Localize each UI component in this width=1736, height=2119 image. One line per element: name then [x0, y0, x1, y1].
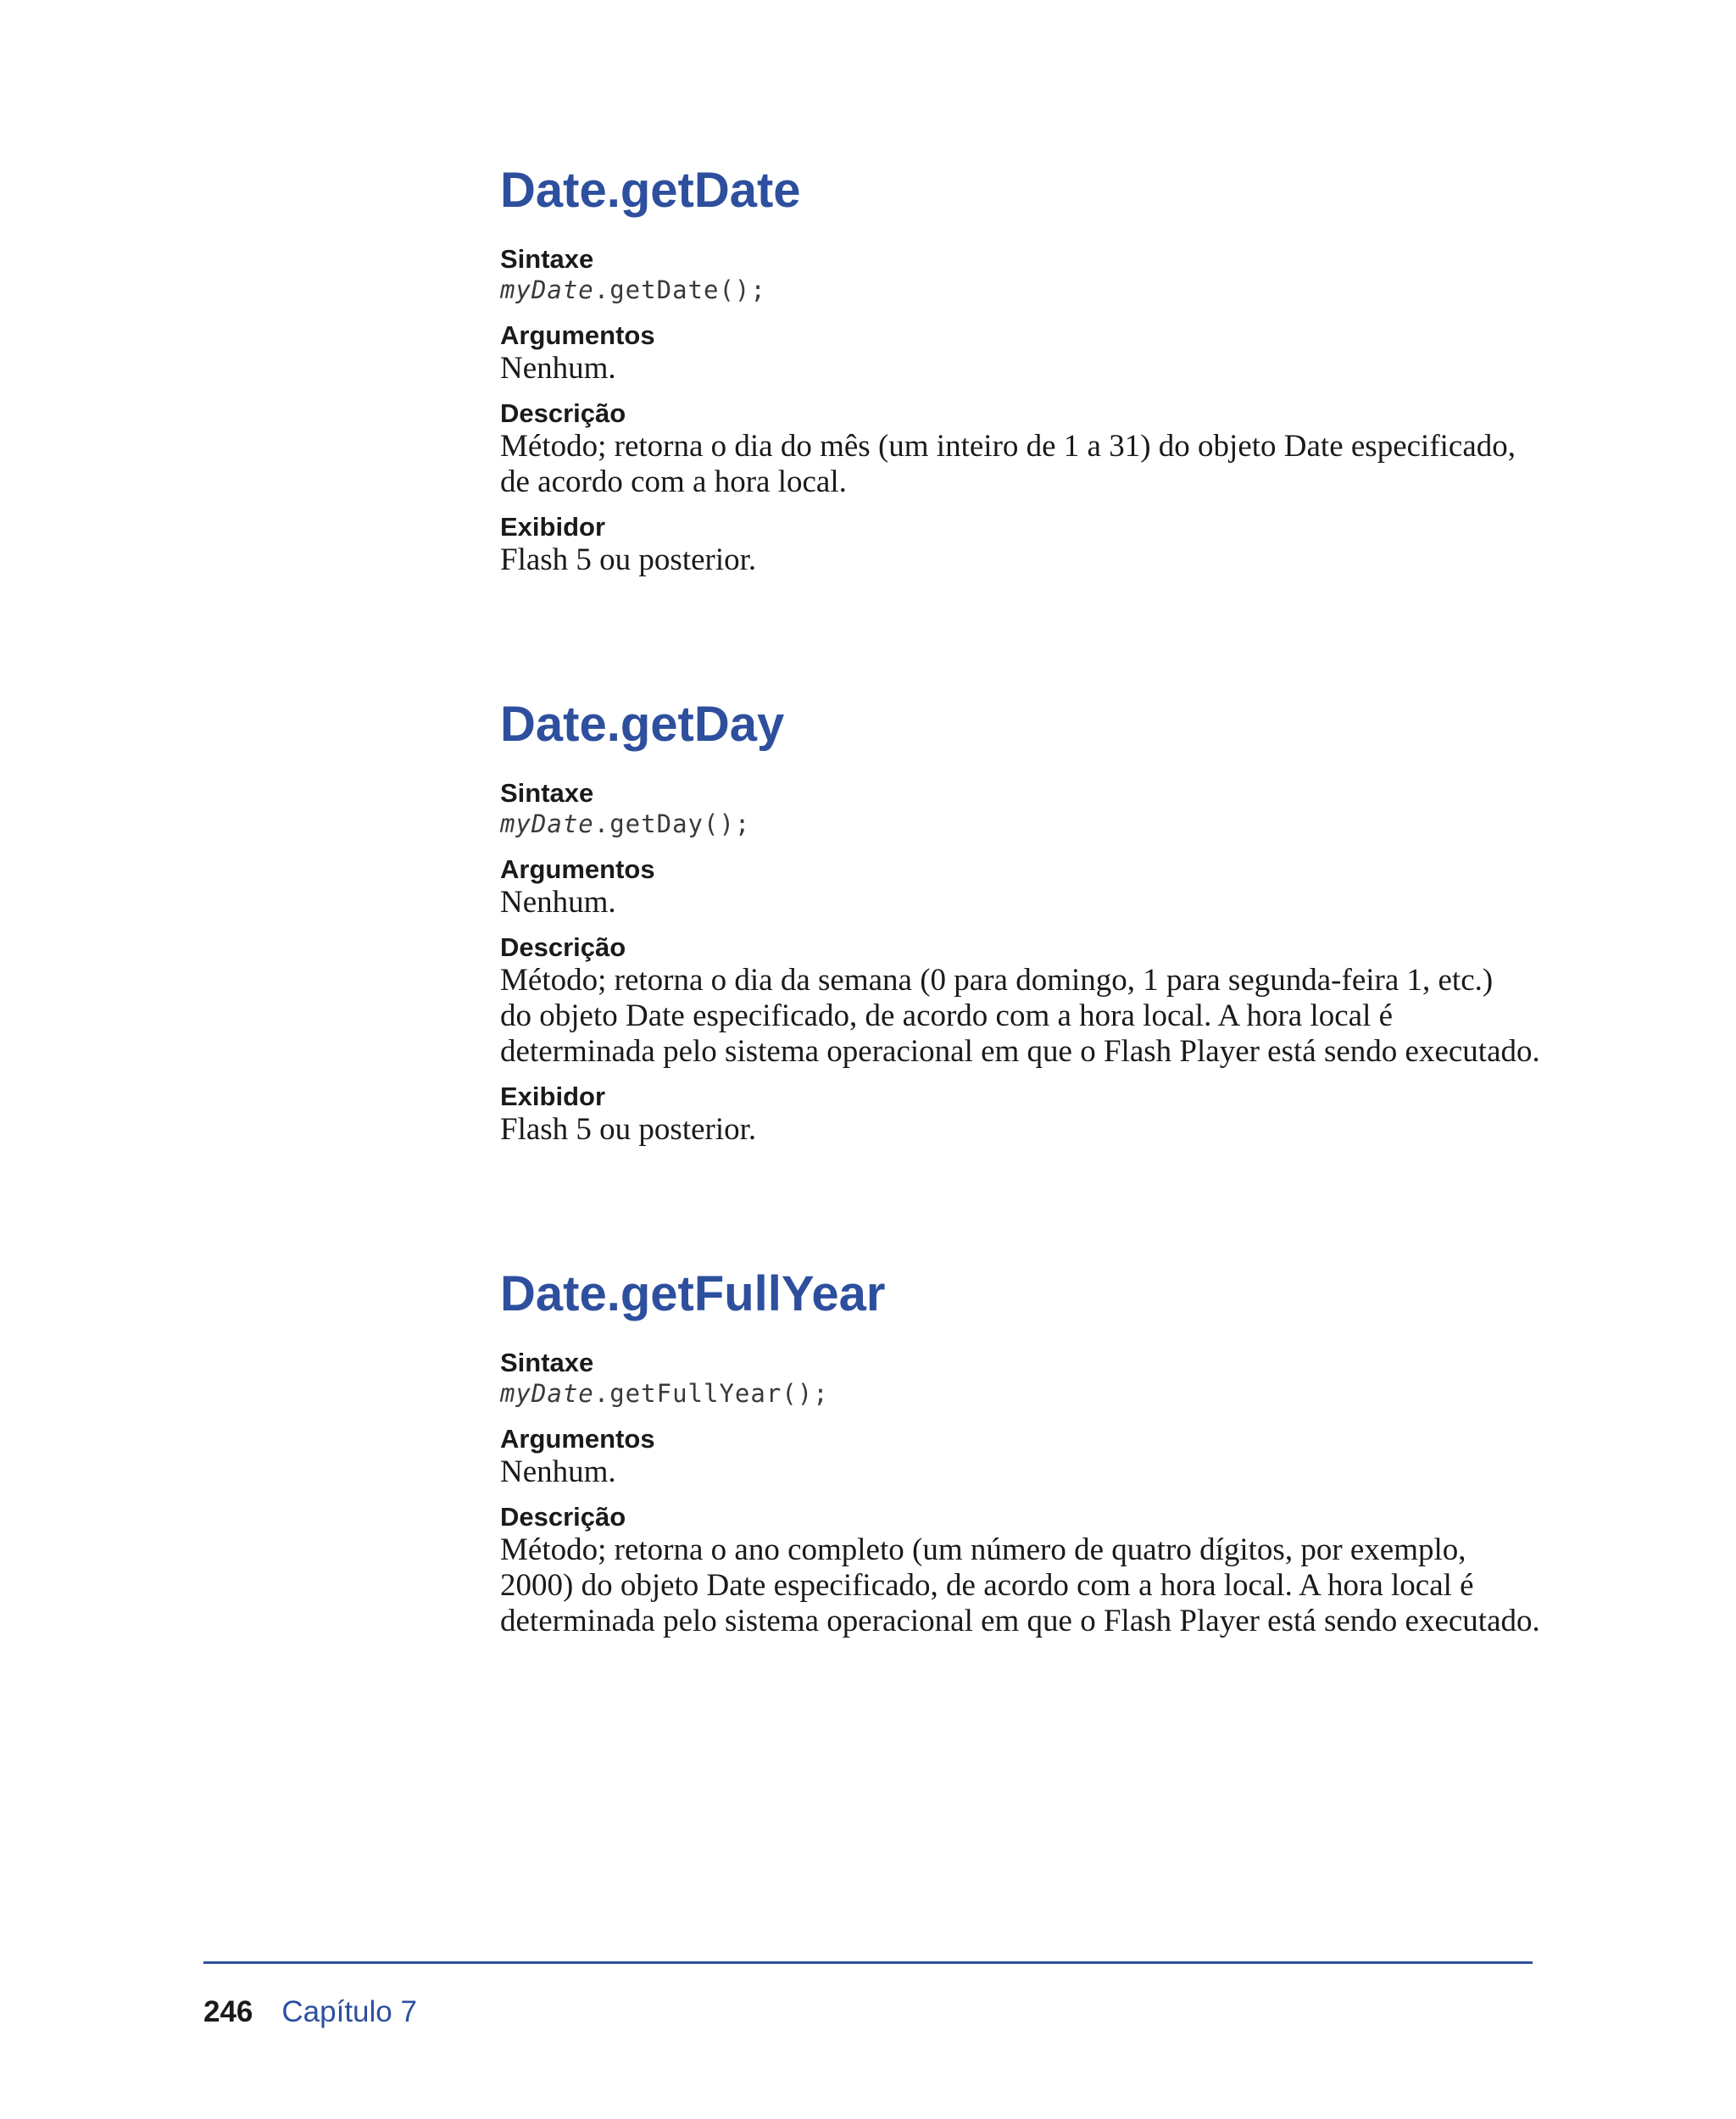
page-number: 246	[203, 1995, 253, 2028]
syntax-method: .getDay();	[593, 809, 751, 838]
syntax-label: Sintaxe	[500, 1348, 594, 1377]
page-footer	[203, 1994, 417, 2031]
entry-title: Date.getDay	[500, 697, 785, 752]
args-text: Nenhum.	[500, 885, 616, 920]
entry-getdate	[500, 161, 1543, 578]
desc-label: Descrição	[500, 398, 626, 428]
syntax-code	[500, 1378, 1543, 1409]
syntax-code	[500, 809, 1543, 839]
args-label: Argumentos	[500, 320, 655, 350]
desc-label: Descrição	[500, 1502, 626, 1532]
syntax-method: .getFullYear();	[593, 1379, 829, 1408]
args-label: Argumentos	[500, 854, 655, 884]
args-label: Argumentos	[500, 1424, 655, 1454]
args-text: Nenhum.	[500, 1454, 616, 1489]
player-text: Flash 5 ou posterior.	[500, 542, 757, 577]
desc-line: de acordo com a hora local.	[500, 464, 847, 499]
desc-line: Método; retorna o ano completo (um número de quatro dígitos, por exemplo,	[500, 1532, 1466, 1567]
footer-rule	[203, 1961, 1533, 1964]
entry-getday	[500, 695, 1543, 1148]
syntax-var: myDate	[500, 1379, 594, 1408]
desc-line: determinada pelo sistema operacional em que o Flash Player está sendo executado.	[500, 1034, 1540, 1069]
syntax-label: Sintaxe	[500, 778, 594, 808]
syntax-label: Sintaxe	[500, 244, 594, 274]
player-label: Exibidor	[500, 512, 606, 542]
desc-line: Método; retorna o dia da semana (0 para domingo, 1 para segunda-feira 1, etc.)	[500, 963, 1494, 998]
desc-line: do objeto Date especificado, de acordo com a hora local. A hora local é	[500, 998, 1394, 1033]
desc-label: Descrição	[500, 932, 626, 962]
player-label: Exibidor	[500, 1082, 606, 1111]
entry-getfullyear	[500, 1265, 1543, 1639]
syntax-var: myDate	[500, 275, 594, 304]
player-text: Flash 5 ou posterior.	[500, 1112, 757, 1147]
args-text: Nenhum.	[500, 351, 616, 386]
entry-title: Date.getFullYear	[500, 1266, 886, 1321]
desc-line: 2000) do objeto Date especificado, de acordo com a hora local. A hora local é	[500, 1568, 1474, 1603]
desc-line: Método; retorna o dia do mês (um inteiro de 1 a 31) do objeto Date especificado,	[500, 429, 1516, 464]
syntax-code	[500, 275, 1543, 305]
desc-line: determinada pelo sistema operacional em que o Flash Player está sendo executado.	[500, 1604, 1540, 1638]
syntax-var: myDate	[500, 809, 594, 838]
entry-title: Date.getDate	[500, 163, 801, 218]
syntax-method: .getDate();	[593, 275, 766, 304]
chapter-label: Capítulo 7	[281, 1995, 417, 2028]
